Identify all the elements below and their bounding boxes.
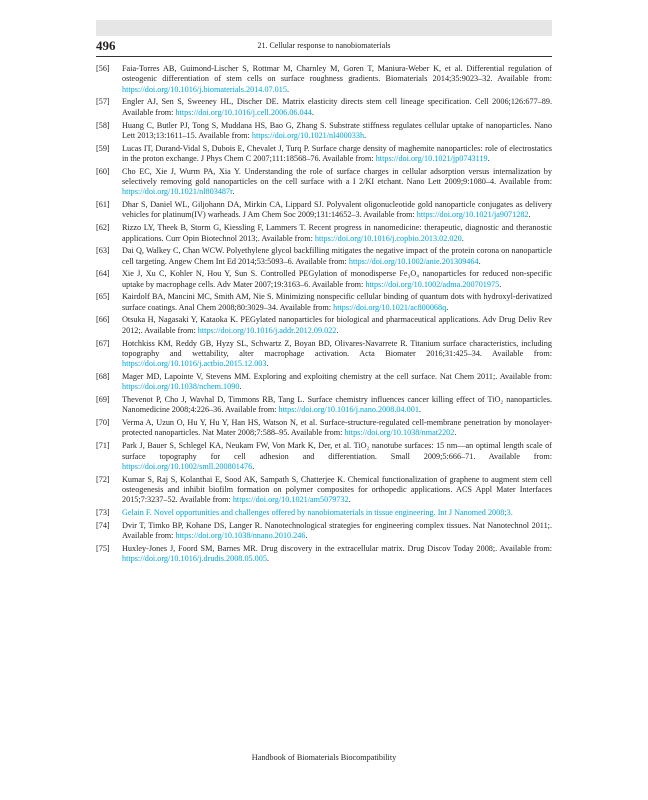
reference-citation: Cho EC, Xie J, Wurm PA, Xia Y. Understanding the role of surface charges in cellular adsorption versus internalization by selectively removing gold nanoparticles on the cell surface with a I 2/KI etchant. Nano Lett 2009;9:1080–4. Available from:	[122, 166, 552, 186]
reference-citation: Rizzo LY, Theek B, Storm G, Kiessling F, Lammers T. Recent progress in nanomedicine: therapeutic, diagnostic and theranostic applications. Curr Opin Biotechnol 2013;. Available from:	[122, 223, 552, 243]
reference-suffix: .	[286, 84, 290, 94]
reference-text	[122, 315, 552, 336]
reference-number: [60]	[96, 166, 110, 176]
reference-citation: Park J, Bauer S, Schlegel KA, Neukam FW, Von Mark K, Der, et al. TiO₂ nanotube surfaces: 15 nm—an optimal length scale of surface topography for cell adhesion and differentiation. Small 2009;5:666–71. Available from:	[122, 441, 552, 461]
reference-suffix: .	[446, 302, 449, 312]
doi-link[interactable]: https://doi.org/10.1016/j.copbio.2013.02.020	[314, 233, 462, 243]
reference-citation: Dai Q, Walkey C, Chan WCW. Polyethylene glycol backfilling mitigates the negative impact of the protein corona on nanoparticle cell targeting. Angew Chem Int Ed 2014;53:5093–6. Available from:	[122, 246, 552, 266]
doi-link[interactable]: https://doi.org/10.1021/am5079732	[232, 495, 349, 505]
reference-citation[interactable]: Gelain F. Novel opportunities and challenges offered by nanobiomaterials in tissue engineering. Int J Nanomed 2008;3.	[122, 508, 513, 518]
book-title-footer: Handbook of Biomaterials Biocompatibility	[251, 753, 397, 762]
reference-citation: Hotchkiss KM, Reddy GB, Hyzy SL, Schwartz Z, Boyan BD, Olivares-Navarrete R. Titanium surface characteristics, including topography and wettability, alter macrophage activation. Acta Biomater 2016;31:425–34. Available from:	[122, 338, 552, 358]
page-header	[96, 38, 552, 57]
doi-link[interactable]: https://doi.org/10.1021/nl803487r	[122, 187, 233, 197]
reference-text	[122, 269, 552, 290]
reference-citation: Verma A, Uzun O, Hu Y, Hu Y, Han HS, Watson N, et al. Surface-structure-regulated cell-membrane penetration by monolayer-protected nanoparticles. Nat Mater 2008;7:588–95. Available from:	[122, 418, 552, 438]
doi-link[interactable]: https://doi.org/10.1021/ac800068q	[333, 302, 447, 312]
doi-link[interactable]: https://doi.org/10.1016/j.cell.2006.06.044	[175, 107, 312, 117]
reference-text	[122, 292, 552, 313]
header-bar	[96, 20, 552, 36]
reference-text	[122, 521, 552, 542]
reference-item	[96, 508, 552, 518]
reference-suffix: .	[266, 554, 270, 564]
reference-suffix: .	[478, 256, 481, 266]
reference-number: [65]	[96, 292, 110, 302]
reference-item	[96, 64, 552, 95]
reference-number: [64]	[96, 269, 110, 279]
reference-number: [74]	[96, 520, 110, 530]
reference-item	[96, 292, 552, 313]
reference-text	[122, 372, 552, 393]
reference-number: [72]	[96, 474, 110, 484]
reference-number: [67]	[96, 338, 110, 348]
reference-item	[96, 475, 552, 506]
reference-suffix: .	[239, 382, 242, 392]
reference-item	[96, 372, 552, 393]
reference-text	[122, 339, 552, 370]
doi-link[interactable]: https://doi.org/10.1038/nchem.1090	[122, 382, 240, 392]
reference-suffix: .	[348, 495, 351, 505]
reference-suffix: .	[336, 325, 339, 335]
reference-citation: Lucas IT, Durand-Vidal S, Dubois E, Chevalet J, Turq P. Surface charge density of maghemite nanoparticles: role of electrostatics in the proton exchange. J Phys Chem C 2007;111:18568–76. Available from:	[122, 143, 552, 163]
doi-link[interactable]: https://doi.org/10.1038/nmat2202	[344, 428, 455, 438]
reference-item	[96, 418, 552, 439]
reference-text	[122, 144, 552, 165]
doi-link[interactable]: https://doi.org/10.1016/j.addr.2012.09.022	[197, 325, 337, 335]
reference-text	[122, 544, 552, 565]
reference-number: [69]	[96, 395, 110, 405]
reference-text	[122, 64, 552, 95]
reference-item	[96, 269, 552, 290]
reference-text	[122, 475, 552, 506]
reference-citation: Faia-Torres AB, Guimond-Lischer S, Rottmar M, Charnley M, Goren T, Maniura-Weber K, et al. Differential regulation of osteogenic differentiation of stem cells on surface roughness gradients. Biomaterials 2014;35:9023–32. Available from:	[122, 64, 552, 84]
reference-suffix: .	[487, 153, 490, 163]
doi-link[interactable]: https://doi.org/10.1038/nnano.2010.246	[175, 531, 306, 541]
reference-text	[122, 97, 552, 118]
reference-number: [59]	[96, 143, 110, 153]
doi-link[interactable]: https://doi.org/10.1002/smll.200801476	[122, 461, 253, 471]
reference-citation: Mager MD, Lapointe V, Stevens MM. Exploring and exploiting chemistry at the cell surface. Nat Chem 2011;. Available from:	[122, 371, 552, 381]
reference-suffix: .	[418, 405, 421, 415]
reference-item	[96, 395, 552, 416]
reference-item	[96, 97, 552, 118]
reference-item	[96, 246, 552, 267]
doi-link[interactable]: https://doi.org/10.1021/jp0743119	[375, 153, 488, 163]
doi-link[interactable]: https://doi.org/10.1016/j.drudis.2008.05.005	[122, 554, 267, 564]
doi-link[interactable]: https://doi.org/10.1016/j.nano.2008.04.001	[278, 405, 419, 415]
reference-citation: Xie J, Xu C, Kohler N, Hou Y, Sun S. Controlled PEGylation of monodisperse Fe₃O₄ nanoparticles for reduced non-specific uptake by macrophage cells. Adv Mater 2007;19:3163–6. Available from:	[122, 269, 552, 289]
reference-citation: Dhar S, Daniel WL, Giljohann DA, Mirkin CA, Lippard SJ. Polyvalent oligonucleotide gold nanoparticle conjugates as delivery vehicles for platinum(IV) warheads. J Am Chem Soc 2009;131:14652–3. Available from:	[122, 200, 552, 220]
reference-text	[122, 441, 552, 472]
reference-item	[96, 315, 552, 336]
reference-number: [66]	[96, 315, 110, 325]
reference-number: [73]	[96, 508, 110, 518]
reference-suffix: .	[305, 531, 308, 541]
running-head: 21. Cellular response to nanobiomaterials	[257, 41, 391, 50]
reference-suffix: .	[232, 187, 235, 197]
reference-text	[122, 246, 552, 267]
reference-citation: Huxley-Jones J, Foord SM, Barnes MR. Drug discovery in the extracellular matrix. Drug Discov Today 2008;. Available from:	[122, 543, 552, 553]
reference-number: [61]	[96, 200, 110, 210]
reference-citation: Kumar S, Raj S, Kolanthai E, Sood AK, Sampath S, Chatterjee K. Chemical functionalization of graphene to augment stem cell osteogenesis and inhibit biofilm formation on polymer composites for orthopedic applications. ACS Appl Mater Interfaces 2015;7:3237–52. Available from:	[122, 474, 552, 505]
reference-text	[122, 121, 552, 142]
reference-text	[122, 200, 552, 221]
doi-link[interactable]: https://doi.org/10.1021/nl400033h	[251, 130, 365, 140]
doi-link[interactable]: https://doi.org/10.1021/ja9071282	[416, 210, 529, 220]
reference-number: [71]	[96, 441, 110, 451]
doi-link[interactable]: https://doi.org/10.1002/adma.200701975	[365, 279, 500, 289]
reference-number: [70]	[96, 418, 110, 428]
reference-number: [63]	[96, 246, 110, 256]
reference-citation: Dvir T, Timko BP, Kohane DS, Langer R. Nanotechnological strategies for engineering complex tissues. Nat Nanotechnol 2011;. Available from:	[122, 520, 552, 541]
reference-item	[96, 441, 552, 472]
reference-suffix: .	[499, 279, 502, 289]
reference-suffix: .	[454, 428, 457, 438]
page-number: 496	[96, 38, 116, 53]
reference-citation: Thevenot P, Cho J, Wavhal D, Timmons RB, Tang L. Surface chemistry influences cancer killing effect of TiO₂ nanoparticles. Nanomedicine 2008;4:226–36. Available from:	[122, 395, 552, 415]
reference-item	[96, 521, 552, 542]
reference-item	[96, 544, 552, 565]
reference-suffix: .	[528, 210, 531, 220]
doi-link[interactable]: https://doi.org/10.1002/anie.201309464	[348, 256, 479, 266]
reference-citation: Huang C, Butler PJ, Tong S, Muddana HS, Bao G, Zhang S. Substrate stiffness regulates cellular uptake of nanoparticles. Nano Lett 2013;13:1611–15. Available from:	[122, 120, 552, 140]
reference-item	[96, 144, 552, 165]
reference-text	[122, 395, 552, 416]
reference-number: [58]	[96, 120, 110, 130]
reference-item	[96, 121, 552, 142]
reference-suffix: .	[461, 233, 464, 243]
reference-text[interactable]	[122, 508, 552, 518]
reference-number: [57]	[96, 97, 110, 107]
reference-list	[96, 64, 552, 567]
reference-text	[122, 418, 552, 439]
reference-suffix: .	[311, 107, 314, 117]
reference-item	[96, 339, 552, 370]
reference-text	[122, 223, 552, 244]
reference-item	[96, 200, 552, 221]
reference-number: [56]	[96, 64, 110, 73]
reference-citation: Otsuka H, Nagasaki Y, Kataoka K. PEGylated nanoparticles for biological and pharmaceutical applications. Adv Drug Deliv Rev 2012;. Available from:	[122, 315, 552, 335]
reference-number: [68]	[96, 371, 110, 381]
reference-suffix: .	[364, 130, 367, 140]
reference-number: [62]	[96, 223, 110, 233]
reference-item	[96, 167, 552, 198]
reference-number: [75]	[96, 543, 110, 553]
reference-item	[96, 223, 552, 244]
doi-link[interactable]: https://doi.org/10.1016/j.actbio.2015.12.003	[122, 359, 267, 369]
reference-suffix: .	[252, 461, 255, 471]
doi-link[interactable]: https://doi.org/10.1016/j.biomaterials.2014.07.015	[122, 84, 287, 94]
reference-text	[122, 167, 552, 198]
reference-citation: Engler AJ, Sen S, Sweeney HL, Discher DE. Matrix elasticity directs stem cell lineage specification. Cell 2006;126:677–89. Available from:	[122, 97, 552, 117]
reference-suffix: .	[266, 359, 269, 369]
reference-citation: Kairdolf BA, Mancini MC, Smith AM, Nie S. Minimizing nonspecific cellular binding of quantum dots with hydroxyl-derivatized surface coatings. Anal Chem 2008;80:3029–34. Available from:	[122, 292, 552, 312]
